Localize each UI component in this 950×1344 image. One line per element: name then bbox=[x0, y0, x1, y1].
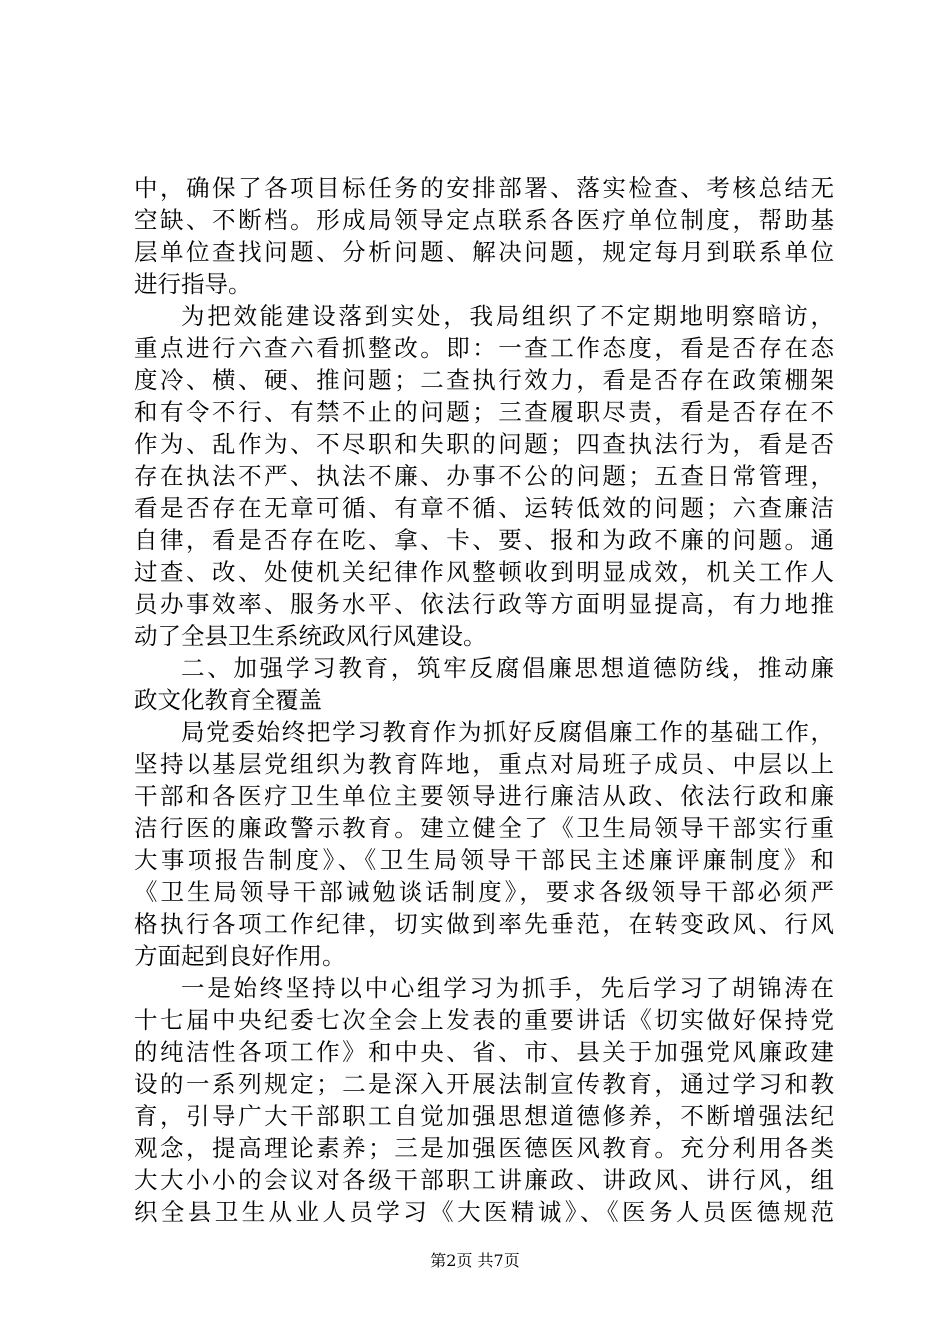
text-line: 进行指导。 bbox=[134, 270, 252, 298]
text-line: 过查、改、处使机关纪律作风整顿收到明显成效，机关工作人 bbox=[134, 558, 834, 586]
text-line: 和有令不行、有禁不止的问题；三查履职尽责，看是否存在不 bbox=[134, 398, 834, 426]
text-line: 自律，看是否存在吃、拿、卡、要、报和为政不廉的问题。通 bbox=[134, 526, 834, 554]
text-line: 度冷、横、硬、推问题；二查执行效力，看是否存在政策棚架 bbox=[134, 366, 834, 394]
text-line: 《卫生局领导干部诫勉谈话制度》，要求各级领导干部必须严 bbox=[134, 878, 834, 906]
text-line: 局党委始终把学习教育作为抓好反腐倡廉工作的基础工作， bbox=[181, 718, 834, 746]
text-line: 空缺、不断档。形成局领导定点联系各医疗单位制度，帮助基 bbox=[134, 206, 834, 234]
text-line: 格执行各项工作纪律，切实做到率先垂范，在转变政风、行风 bbox=[134, 910, 834, 938]
text-line: 存在执法不严、执法不廉、办事不公的问题；五查日常管理， bbox=[134, 462, 834, 490]
text-line: 育，引导广大干部职工自觉加强思想道德修养，不断增强法纪 bbox=[134, 1102, 834, 1130]
paragraph bbox=[134, 172, 834, 300]
text-line: 中，确保了各项目标任务的安排部署、落实检查、考核总结无 bbox=[134, 174, 834, 202]
page-number-label: 第2页 共7页 bbox=[430, 1251, 520, 1270]
text-line: 洁行医的廉政警示教育。建立健全了《卫生局领导干部实行重 bbox=[134, 814, 834, 842]
paragraph bbox=[134, 652, 834, 716]
page-footer bbox=[0, 1248, 950, 1271]
text-line: 设的一系列规定；二是深入开展法制宣传教育，通过学习和教 bbox=[134, 1070, 834, 1098]
text-line: 大大小小的会议对各级干部职工讲廉政、讲政风、讲行风，组 bbox=[134, 1166, 834, 1194]
text-line: 二、加强学习教育，筑牢反腐倡廉思想道德防线，推动廉 bbox=[181, 654, 834, 682]
text-line: 十七届中央纪委七次全会上发表的重要讲话《切实做好保持党 bbox=[134, 1006, 834, 1034]
text-line: 动了全县卫生系统政风行风建设。 bbox=[134, 622, 487, 650]
text-line: 的纯洁性各项工作》和中央、省、市、县关于加强党风廉政建 bbox=[134, 1038, 834, 1066]
paragraph bbox=[134, 300, 834, 652]
paragraph bbox=[134, 972, 834, 1228]
text-line: 观念，提高理论素养；三是加强医德医风教育。充分利用各类 bbox=[134, 1134, 834, 1162]
text-line: 层单位查找问题、分析问题、解决问题，规定每月到联系单位 bbox=[134, 238, 834, 266]
text-line: 作为、乱作为、不尽职和失职的问题；四查执法行为，看是否 bbox=[134, 430, 834, 458]
text-line: 重点进行六查六看抓整改。即：一查工作态度，看是否存在态 bbox=[134, 334, 834, 362]
text-line: 大事项报告制度》、《卫生局领导干部民主述廉评廉制度》和 bbox=[134, 846, 834, 874]
text-line: 一是始终坚持以中心组学习为抓手，先后学习了胡锦涛在 bbox=[181, 974, 834, 1002]
text-line: 看是否存在无章可循、有章不循、运转低效的问题；六查廉洁 bbox=[134, 494, 834, 522]
text-line: 织全县卫生从业人员学习《大医精诚》、《医务人员医德规范 bbox=[134, 1198, 834, 1226]
text-line: 政文化教育全覆盖 bbox=[134, 686, 322, 714]
text-line: 坚持以基层党组织为教育阵地，重点对局班子成员、中层以上 bbox=[134, 750, 834, 778]
text-line: 方面起到良好作用。 bbox=[134, 942, 346, 970]
text-line: 为把效能建设落到实处，我局组织了不定期地明察暗访， bbox=[181, 302, 834, 330]
document-body bbox=[134, 172, 834, 1228]
paragraph bbox=[134, 716, 834, 972]
text-line: 干部和各医疗卫生单位主要领导进行廉洁从政、依法行政和廉 bbox=[134, 782, 834, 810]
text-line: 员办事效率、服务水平、依法行政等方面明显提高，有力地推 bbox=[134, 590, 834, 618]
